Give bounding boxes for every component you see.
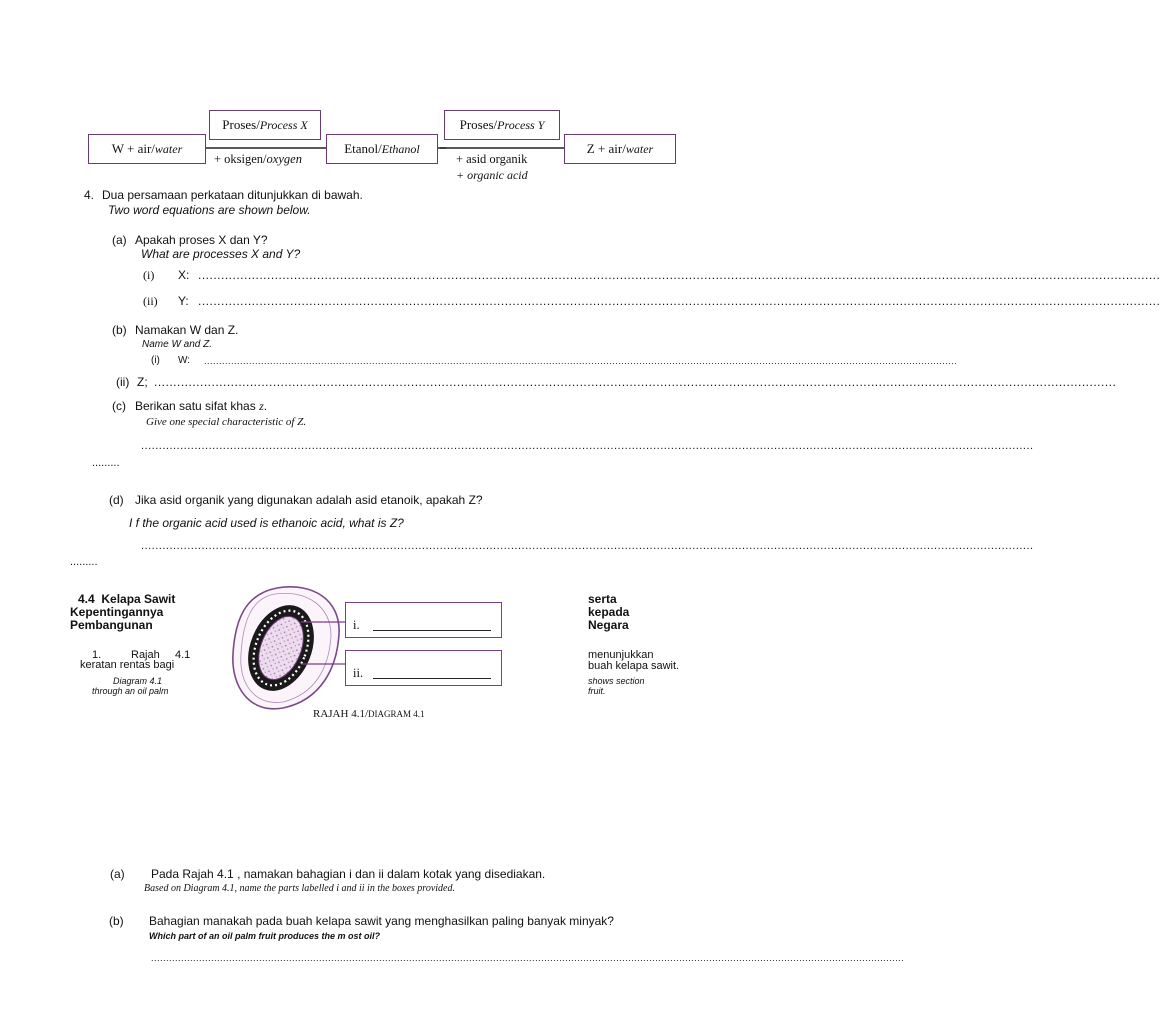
q4a-i-label: (i) — [143, 268, 155, 282]
q4a-i-answer-line[interactable]: ........................................................................................................................................................................................................................................................... — [198, 268, 1160, 282]
q4b-i-answer-line[interactable]: ........................................................................................................................................................................................................................................................... — [204, 356, 958, 366]
q1-right-line1: menunjukkan — [588, 649, 654, 661]
organic-acid-reagent-en: + organic acid — [456, 168, 528, 182]
q4b-text-ms: Namakan W dan Z. — [135, 323, 239, 337]
label-box-ii-number: ii. — [353, 666, 364, 680]
q4d-label: (d) — [109, 493, 124, 507]
q1-en-left1: Diagram 4.1 — [113, 676, 163, 686]
q44a-text-en: Based on Diagram 4.1, name the parts labelled i and ii in the boxes provided. — [144, 883, 455, 894]
q4c-answer-line-tail: ......... — [92, 457, 120, 469]
section-heading-left-2: Kepentingannya — [70, 605, 164, 619]
organic-acid-reagent-ms: + asid organik — [456, 152, 528, 166]
q1-left-line2: keratan rentas bagi — [80, 659, 175, 671]
q4b-ii-label: (ii) — [116, 375, 130, 389]
section-heading-right-3: Negara — [588, 618, 629, 632]
section-heading-right-1: serta — [588, 592, 617, 606]
q44a-label: (a) — [110, 867, 125, 881]
box-w-water: W + air/ water — [88, 134, 206, 164]
box-process-y: Proses/ Process Y — [444, 110, 560, 140]
q4a-text-ms: Apakah proses X dan Y? — [135, 233, 268, 247]
q1-en-right1: shows section — [588, 676, 645, 686]
q4c-answer-line[interactable]: ........................................................................................................................................................................................................................................................... — [141, 440, 1034, 452]
section-heading-right-2: kepada — [588, 605, 630, 619]
q4c-variable: z — [259, 399, 264, 413]
q4-intro-en: Two word equations are shown below. — [108, 203, 311, 217]
q4b-label: (b) — [112, 323, 127, 337]
q4-number: 4. — [84, 188, 95, 202]
q4a-label: (a) — [112, 233, 127, 247]
box-process-x: Proses/ Process X — [209, 110, 321, 140]
q4b-i-prefix: W: — [178, 355, 191, 366]
label-box-ii-answer-line[interactable] — [373, 678, 491, 679]
q4c-text-en: Give one special characteristic of Z. — [146, 416, 307, 428]
q4b-text-en: Name W and Z. — [142, 339, 213, 350]
q1-left-word-a: Rajah — [131, 649, 160, 661]
box-ethanol: Etanol/ Ethanol — [326, 134, 438, 164]
q4a-ii-answer-line[interactable]: ........................................................................................................................................................................................................................................................... — [198, 294, 1160, 308]
section-title-part1: Kelapa Sawit — [101, 592, 176, 606]
section-heading-left-3: Pembangunan — [70, 618, 153, 632]
q4d-text-ms: Jika asid organik yang digunakan adalah asid etanoik, apakah Z? — [135, 493, 483, 507]
q4a-i-prefix: X: — [178, 268, 190, 282]
q44a-text-ms: Pada Rajah 4.1 , namakan bahagian i dan ii dalam kotak yang disediakan. — [151, 867, 546, 881]
word-equation-figure — [88, 104, 680, 188]
q44b-text-ms: Bahagian manakah pada buah kelapa sawit yang menghasilkan paling banyak minyak? — [149, 914, 614, 928]
q1-right-line2: buah kelapa sawit. — [588, 660, 680, 672]
q4d-answer-line-tail: ......... — [70, 556, 98, 568]
q4b-i-label: (i) — [151, 355, 160, 366]
q44b-label: (b) — [109, 914, 124, 928]
q1-left-word-b: 4.1 — [175, 649, 191, 661]
q4c-text-ms: Berikan satu sifat khas z. — [135, 399, 268, 413]
q4d-answer-line[interactable]: ........................................................................................................................................................................................................................................................... — [141, 540, 1034, 552]
q4a-text-en: What are processes X and Y? — [141, 247, 301, 261]
section-number: 4.4 — [78, 592, 95, 606]
q4c-text-ms-main: Berikan satu sifat khas — [135, 399, 256, 413]
box-z-water: Z + air/ water — [564, 134, 676, 164]
label-box-i-answer-line[interactable] — [373, 630, 491, 631]
q4c-label: (c) — [112, 399, 126, 413]
q4a-ii-prefix: Y: — [178, 294, 189, 308]
section-heading-left-1 — [78, 592, 175, 606]
q44b-text-en: Which part of an oil palm fruit produces the m ost oil? — [149, 931, 381, 941]
label-box-i-number: i. — [353, 618, 360, 632]
diagram-caption: RAJAH 4.1/DIAGRAM 4.1 — [313, 708, 425, 720]
q44b-answer-line[interactable]: ........................................................................................................................................................................................................................................................... — [151, 953, 905, 963]
q1-number: 1. — [92, 649, 102, 661]
oil-palm-fruit-diagram — [205, 580, 580, 725]
q1-en-left2: through an oil palm — [92, 686, 169, 696]
label-box-ii[interactable] — [345, 650, 502, 686]
q4b-ii-prefix: Z; — [137, 375, 148, 389]
q4-intro-ms: Dua persamaan perkataan ditunjukkan di bawah. — [102, 188, 363, 202]
label-box-i[interactable] — [345, 602, 502, 638]
oxygen-reagent: + oksigen/oxygen — [214, 152, 302, 166]
q4a-ii-label: (ii) — [143, 294, 158, 308]
q4d-text-en: I f the organic acid used is ethanoic acid, what is Z? — [129, 516, 404, 530]
q4b-ii-answer-line[interactable]: ........................................................................................................................................................................................................................................................... — [154, 375, 1117, 389]
q1-en-right2: fruit. — [588, 686, 606, 696]
